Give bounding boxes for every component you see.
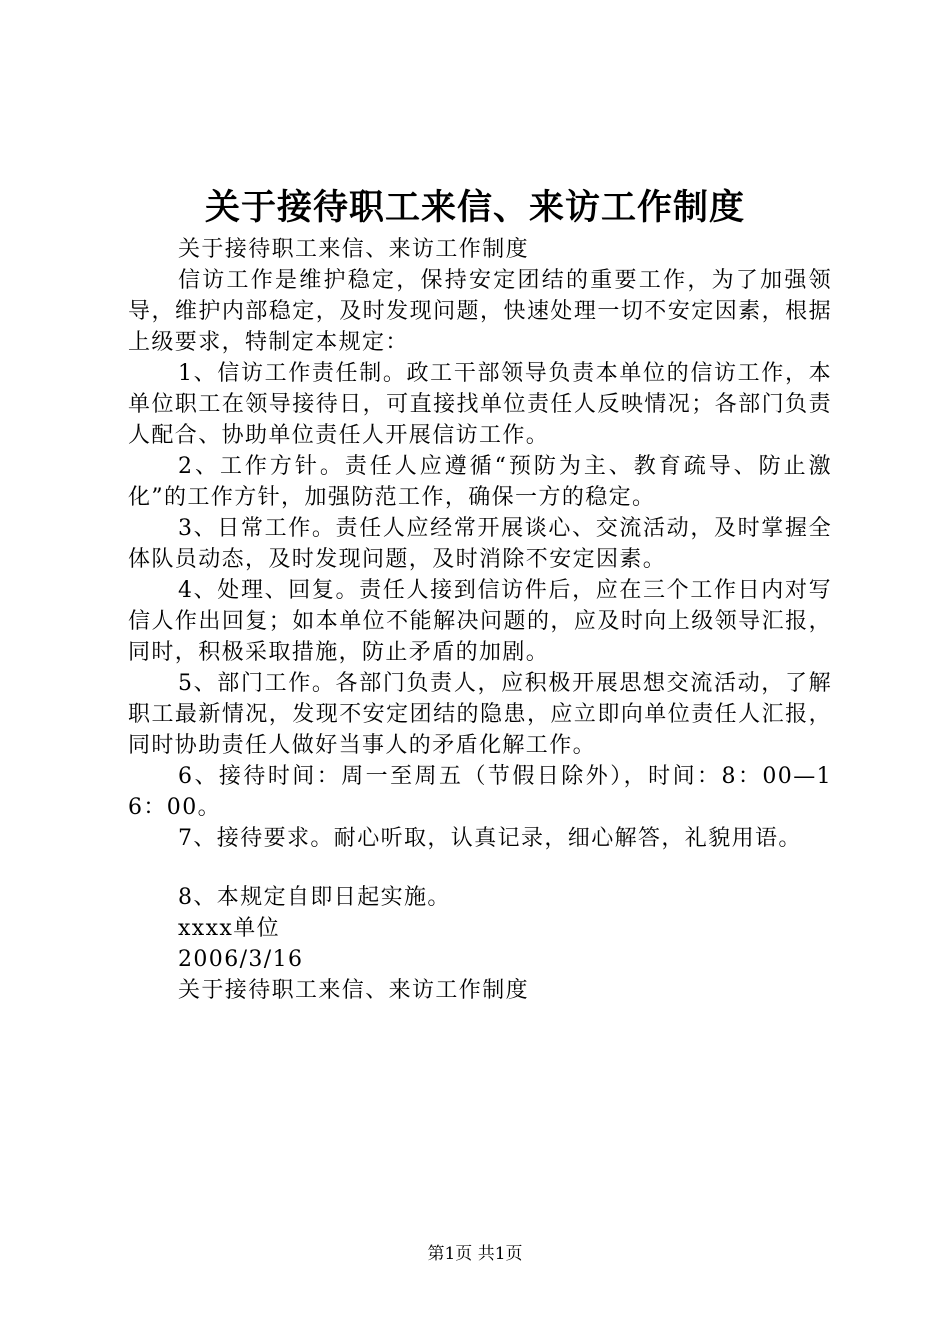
paragraph-item-5: 5、部门工作。各部门负责人，应积极开展思想交流活动，了解职工最新情况，发现不安定团结的隐患，应立即向单位责任人汇报，同时协助责任人做好当事人的矛盾化解工作。: [128, 671, 832, 758]
paragraph-item-2: 2、工作方针。责任人应遵循“预防为主、教育疏导、防止激化”的工作方针，加强防范工作，确保一方的稳定。: [128, 454, 832, 510]
blank-line: [128, 854, 832, 882]
document-title: 关于接待职工来信、来访工作制度: [204, 187, 745, 228]
paragraph-item-4: 4、处理、回复。责任人接到信访件后，应在三个工作日内对写信人作出回复；如本单位不能解决问题的，应及时向上级领导汇报，同时，积极采取措施，防止矛盾的加剧。: [128, 578, 832, 665]
paragraph-subtitle: 关于接待职工来信、来访工作制度: [178, 237, 530, 262]
page-number: 第1页 共1页: [427, 1244, 523, 1264]
paragraph-item-3: 3、日常工作。责任人应经常开展谈心、交流活动，及时掌握全体队员动态，及时发现问题，及时消除不安定因素。: [128, 516, 832, 572]
issuer-name: xxxx单位: [178, 916, 281, 941]
paragraph-item-6: 6、接待时间：周一至周五（节假日除外），时间：8：00—16：00。: [128, 764, 832, 820]
paragraph-item-7: 7、接待要求。耐心听取，认真记录，细心解答，礼貌用语。: [178, 826, 802, 851]
document-body: [128, 234, 832, 1006]
paragraph-item-8: 8、本规定自即日起实施。: [178, 885, 451, 910]
closing-title: 关于接待职工来信、来访工作制度: [178, 978, 530, 1003]
issue-date: 2006/3/16: [178, 947, 304, 972]
paragraph-item-1: 1、信访工作责任制。政工干部领导负责本单位的信访工作，本单位职工在领导接待日，可直接找单位责任人反映情况；各部门负责人配合、协助单位责任人开展信访工作。: [128, 361, 832, 448]
paragraph-intro: 信访工作是维护稳定，保持安定团结的重要工作，为了加强领导，维护内部稳定，及时发现问题，快速处理一切不安定因素，根据上级要求，特制定本规定：: [128, 268, 832, 355]
